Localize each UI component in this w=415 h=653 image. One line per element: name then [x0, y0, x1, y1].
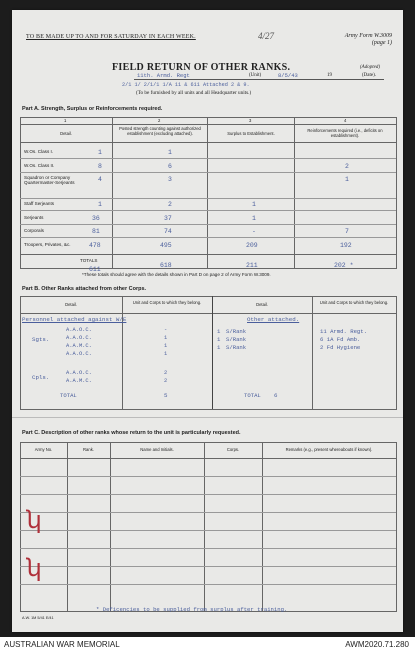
year-label: 19 — [327, 73, 332, 78]
posted-value: 6 — [168, 163, 172, 170]
corps: A.A.M.C. — [66, 343, 92, 349]
printer-note: A.W. 1M 5/41 E/41 — [22, 616, 54, 620]
part-a-heading: Part A. Strength, Surplus or Reinforcements required. — [22, 106, 163, 112]
part-a-col-posted: Posted strength counting against authorized establishment (excluding attached). — [119, 126, 201, 136]
corps: A.A.O.C. — [66, 335, 92, 341]
corps: A.A.M.C. — [66, 378, 92, 384]
archive-name: AUSTRALIAN WAR MEMORIAL — [4, 640, 120, 649]
adopted-label: (Adopted) — [360, 65, 380, 70]
count: 1 — [217, 328, 221, 335]
part-a-col-surplus: Surplus to Establishment. — [227, 131, 275, 136]
posted-value: 1 — [168, 149, 172, 156]
est-value: 478 — [89, 242, 101, 249]
unit: 11 Armd. Regt. — [320, 328, 367, 335]
row-label: Corporals — [24, 228, 44, 233]
totals-label: TOTALS — [80, 258, 98, 263]
top-note: TO BE MADE UP TO AND FOR SATURDAY IN EACH WEEK. — [26, 34, 196, 40]
est-value: 1 — [98, 201, 102, 208]
est-value: 81 — [92, 228, 100, 235]
row-label: Squadron or Company Quartermaster-Serjeants — [24, 175, 75, 185]
row-label: W.Os. Class I. — [24, 149, 54, 154]
part-a-colnum-2: 2 — [158, 118, 161, 123]
surplus-value: 209 — [246, 242, 258, 249]
part-c-col-army-no: Army No. — [34, 447, 53, 452]
part-b-left-total-label: TOTAL — [60, 392, 77, 399]
row-label: W.Os. Class II. — [24, 163, 55, 168]
posted-value: 74 — [164, 228, 172, 235]
archive-footer — [0, 637, 415, 653]
reinf-value: 7 — [345, 228, 349, 235]
unit-date-typed: 8/5/43 — [278, 72, 298, 79]
totals-est: 611 — [89, 266, 101, 273]
count: 1 — [217, 336, 221, 343]
posted-value: 495 — [160, 242, 172, 249]
part-a-colnum-4: 4 — [344, 118, 347, 123]
unit: 2 Fd Hygiene — [320, 344, 361, 351]
detail: S/Rank — [226, 344, 247, 351]
handwritten-ref: 4/27 — [258, 31, 275, 41]
part-c-col-remarks: Remarks (e.g., present whereabouts if known). — [285, 447, 373, 452]
part-c-col-rank: Rank. — [83, 447, 94, 452]
detail: S/Rank — [226, 336, 247, 343]
part-b-col-detail-right: Detail. — [256, 302, 268, 307]
est-value: 4 — [98, 176, 102, 183]
part-b-col-detail-left: Detail. — [65, 302, 77, 307]
count: 2 — [164, 370, 168, 376]
part-b-left-total: 5 — [164, 392, 168, 399]
count: 1 — [164, 335, 168, 341]
rank: Sgts. — [32, 336, 50, 343]
part-a-col-detail: Detail. — [60, 131, 72, 136]
totals-reinf: 202 * — [334, 262, 354, 269]
part-c-col-corps: Corps. — [226, 447, 240, 452]
totals-surplus: 211 — [246, 262, 258, 269]
unit-label: (Unit) — [249, 73, 262, 78]
part-c-heading: Part C. Description of other ranks whose return to the unit is particularly requested. — [22, 430, 241, 436]
corps: A.A.O.C. — [66, 370, 92, 376]
est-value: 1 — [98, 149, 102, 156]
unit-typed: 11th. Armd. Regt — [137, 72, 190, 79]
part-a-footnote: *These totals should agree with the details shown in Part D on page 2 of Army Form W.3009. — [82, 272, 271, 277]
part-b-heading: Part B. Other Ranks attached from other Corps. — [22, 286, 147, 292]
row-label: Troopers, Privates, &c. — [24, 242, 71, 247]
surplus-value: 1 — [252, 215, 256, 222]
count: 1 — [164, 351, 168, 357]
count: 2 — [164, 378, 168, 384]
rank: Cpls. — [32, 374, 50, 381]
fold-line — [12, 417, 403, 418]
reinf-value: 2 — [345, 163, 349, 170]
corps: A.A.O.C. — [66, 351, 92, 357]
corps: A.A.O.C. — [66, 327, 92, 333]
form-title: FIELD RETURN OF OTHER RANKS. — [112, 62, 291, 73]
surplus-value: 1 — [252, 201, 256, 208]
detail: S/Rank — [226, 328, 247, 335]
count: 1 — [217, 344, 221, 351]
red-pencil-mark: ʮ — [26, 506, 42, 534]
archive-id: AWM2020.71.280 — [345, 640, 409, 649]
row-label: Staff Serjeants — [24, 201, 55, 206]
unit: 6 1A Fd Amb. — [320, 336, 361, 343]
date-label: (Date). — [362, 73, 377, 78]
attached-typed: 2/1 1/ 2/1/1 1/A 11 & 611 Attached 2 & 9. — [122, 82, 250, 88]
part-c-table — [20, 442, 397, 612]
surplus-value: - — [252, 228, 256, 235]
part-b-right-total: 6 — [274, 392, 278, 399]
form-page — [12, 10, 403, 632]
part-a-colnum-1: 1 — [64, 118, 67, 123]
form-number-block — [328, 33, 392, 47]
part-b-right-title: Other attached. — [247, 316, 300, 323]
count: - — [164, 327, 168, 333]
totals-posted: 618 — [160, 262, 172, 269]
typed-footnote: * Deficencies to be supplied from surplus after training. — [96, 606, 288, 613]
part-b-right-total-label: TOTAL — [244, 392, 261, 399]
reinf-value: 1 — [345, 176, 349, 183]
row-label: Serjeants — [24, 215, 44, 220]
part-a-col-reinf: Reinforcements required (i.e., deficits on establishment). — [307, 128, 383, 138]
part-b-col-unit-right: Unit and Corps to which they belong. — [319, 300, 389, 305]
part-c-col-name: Name and Initials. — [140, 447, 174, 452]
form-number: Army Form W.3009 — [344, 33, 392, 39]
est-value: 36 — [92, 215, 100, 222]
form-page: (page 1) — [371, 40, 392, 46]
posted-value: 2 — [168, 201, 172, 208]
posted-value: 37 — [164, 215, 172, 222]
est-value: 8 — [98, 163, 102, 170]
part-b-col-unit-left: Unit and Corps to which they belong. — [132, 300, 202, 305]
red-pencil-mark: ʮ — [26, 554, 42, 582]
posted-value: 3 — [168, 176, 172, 183]
count: 1 — [164, 343, 168, 349]
part-a-colnum-3: 3 — [249, 118, 252, 123]
part-b-left-title: Personnel attached against W/E — [22, 316, 127, 323]
instruction: (To be furnished by all units and all Headquarter units.) — [136, 90, 252, 96]
reinf-value: 192 — [340, 242, 352, 249]
